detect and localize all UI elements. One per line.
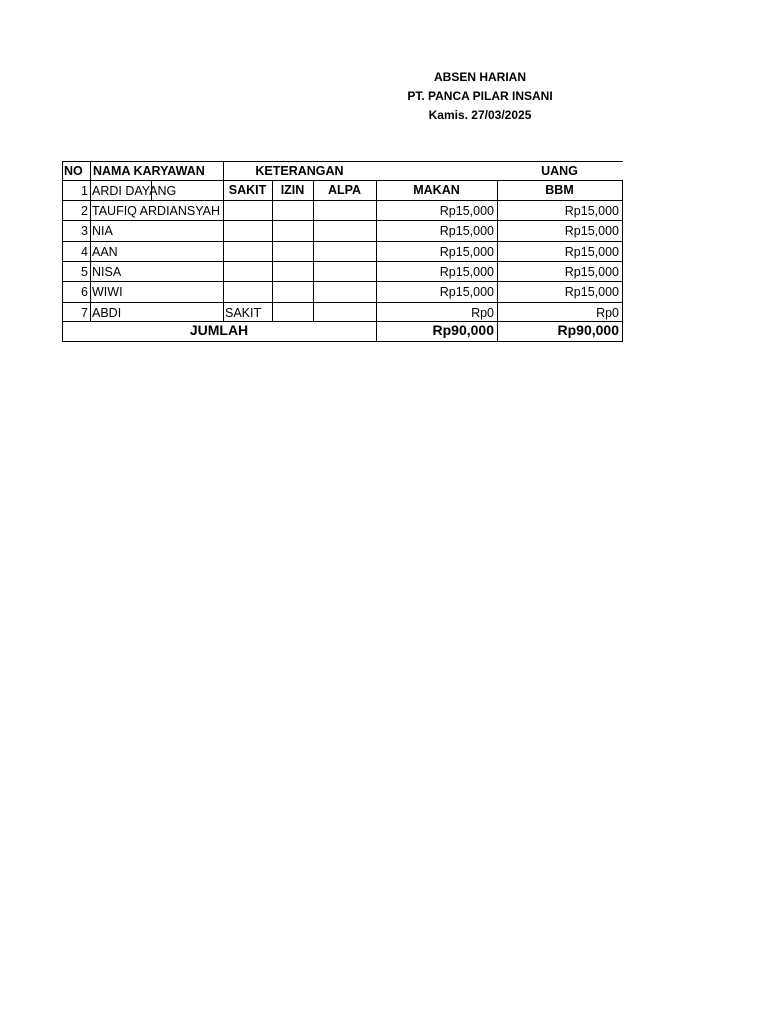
row-no: 5 bbox=[81, 265, 88, 279]
row-alpa bbox=[315, 282, 376, 302]
row-bbm bbox=[497, 181, 619, 201]
row-nama: ABDI bbox=[92, 306, 122, 320]
row-alpa bbox=[315, 201, 376, 221]
row-alpa bbox=[315, 303, 376, 323]
row-makan: Rp15,000 bbox=[439, 285, 494, 299]
row-sakit bbox=[225, 262, 272, 282]
total-makan: Rp90,000 bbox=[432, 322, 494, 338]
row-bbm: Rp15,000 bbox=[564, 285, 619, 299]
row-sakit bbox=[225, 242, 272, 262]
row-no: 6 bbox=[81, 285, 88, 299]
header-bbm: BBM bbox=[545, 183, 574, 197]
header-uang: UANG bbox=[541, 164, 578, 178]
row-nama: WIWI bbox=[92, 285, 123, 299]
row-bbm: Rp15,000 bbox=[564, 245, 619, 259]
header-alpa: ALPA bbox=[327, 183, 362, 197]
row-bbm: Rp15,000 bbox=[564, 204, 619, 218]
row-sakit bbox=[225, 201, 272, 221]
row-izin bbox=[274, 242, 313, 262]
total-label: JUMLAH bbox=[189, 322, 249, 338]
report-date: Kamis. 27/03/2025 bbox=[428, 108, 532, 122]
header-keterangan: KETERANGAN bbox=[255, 164, 344, 178]
row-no: 3 bbox=[81, 224, 88, 238]
row-nama: TAUFIQ ARDIANSYAH bbox=[92, 204, 221, 218]
row-sakit bbox=[225, 282, 272, 302]
row-no: 4 bbox=[81, 245, 88, 259]
row-sakit: SAKIT bbox=[225, 306, 262, 320]
row-no: 7 bbox=[81, 306, 88, 320]
row-nama: NISA bbox=[92, 265, 122, 279]
row-makan: Rp15,000 bbox=[439, 265, 494, 279]
total-bbm: Rp90,000 bbox=[557, 322, 619, 338]
report-title: ABSEN HARIAN bbox=[433, 70, 526, 84]
attendance-table bbox=[62, 161, 623, 342]
row-makan: Rp0 bbox=[471, 306, 494, 320]
row-makan: Rp15,000 bbox=[439, 204, 494, 218]
row-izin bbox=[274, 181, 313, 201]
row-alpa bbox=[315, 242, 376, 262]
grid-line bbox=[90, 161, 91, 321]
company-name: PT. PANCA PILAR INSANI bbox=[407, 89, 553, 103]
row-izin bbox=[274, 282, 313, 302]
header-sakit: SAKIT bbox=[228, 183, 267, 197]
row-izin bbox=[274, 201, 313, 221]
row-nama: NIA bbox=[92, 224, 113, 238]
row-bbm: Rp0 bbox=[596, 306, 619, 320]
grid-line bbox=[272, 180, 273, 321]
header-no: NO bbox=[64, 164, 83, 178]
row-izin bbox=[274, 262, 313, 282]
row-izin bbox=[274, 303, 313, 323]
report-header bbox=[380, 68, 580, 125]
row-sakit bbox=[225, 181, 272, 201]
row-no: 1 bbox=[81, 184, 88, 198]
row-no: 2 bbox=[81, 204, 88, 218]
row-bbm: Rp15,000 bbox=[564, 224, 619, 238]
header-nama: NAMA KARYAWAN bbox=[93, 164, 205, 178]
row-alpa bbox=[315, 181, 376, 201]
row-alpa bbox=[315, 262, 376, 282]
header-makan: MAKAN bbox=[413, 183, 460, 197]
row-makan: Rp15,000 bbox=[439, 224, 494, 238]
row-bbm: Rp15,000 bbox=[564, 265, 619, 279]
row-izin bbox=[274, 221, 313, 241]
row-nama: AAN bbox=[92, 245, 118, 259]
row-nama: ARDI DAYANG bbox=[92, 184, 177, 198]
row-makan: Rp15,000 bbox=[439, 245, 494, 259]
grid-line bbox=[622, 180, 623, 342]
row-makan bbox=[376, 181, 494, 201]
grid-line bbox=[62, 341, 623, 342]
row-alpa bbox=[315, 221, 376, 241]
header-izin: IZIN bbox=[280, 183, 305, 197]
grid-line bbox=[313, 180, 314, 321]
row-sakit bbox=[225, 221, 272, 241]
